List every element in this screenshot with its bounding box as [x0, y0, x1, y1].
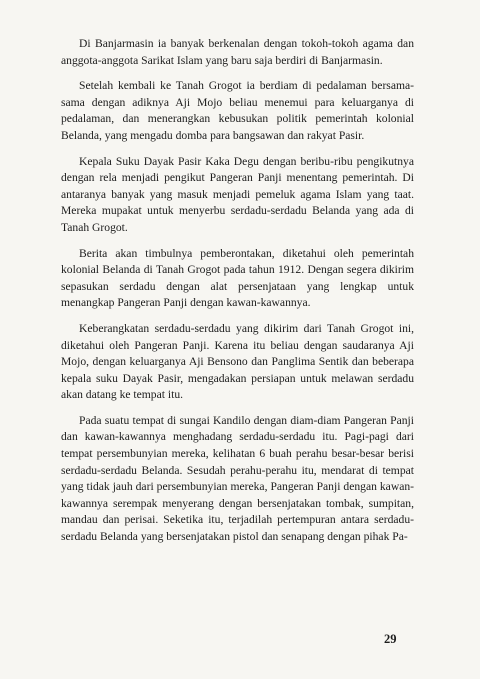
book-page-body: [61, 36, 414, 555]
page-number: 29: [384, 632, 397, 646]
paragraph-2: Setelah kembali ke Tanah Grogot ia berdiam di pedalaman bersama-sama dengan adiknya Aji Mojo beliau menemui para keluarganya di pedalaman, dan menerangkan kebusukan politik pemerintah kolonial Belanda, yang mengadu domba para bangsawan dan rakyat Pasir.: [61, 79, 414, 142]
paragraph-6: Pada suatu tempat di sungai Kandilo dengan diam-diam Pangeran Panji dan kawan-kawannya menghadang serdadu-serdadu itu. Pagi-pagi dari tempat persembunyian mereka, kelihatan 6 buah perahu besar-besar berisi serdadu-serdadu Belanda. Sesudah perahu-perahu itu, mendarat di tempat yang tidak jauh dari persembunyian mereka, Pangeran Panji dengan kawan-kawannya serempak menyerang dengan bersenjatakan tombak, sumpitan, mandau dan perisai. Seketika itu, terjadilah pertempuran antara serdadu-serdadu Belanda yang bersenjatakan pistol dan senapang dengan pihak Pa-: [61, 413, 414, 544]
paragraph-4: Berita akan timbulnya pemberontakan, diketahui oleh pemerintah kolonial Belanda di Tanah Grogot pada tahun 1912. Dengan segera dikirim sepasukan serdadu dengan alat persenjataan yang lengkap untuk menangkap Pangeran Panji dengan kawan-kawannya.: [61, 246, 414, 310]
paragraph-3: Kepala Suku Dayak Pasir Kaka Degu dengan beribu-ribu pengikutnya dengan rela menjadi pengikut Pangeran Panji menentang pemerintah. Di antaranya banyak yang masuk menjadi pemeluk agama Islam yang taat. Mereka mupakat untuk menyerbu serdadu-serdadu Belanda yang ada di Tanah Grogot.: [61, 154, 414, 234]
paragraph-5: Keberangkatan serdadu-serdadu yang dikirim dari Tanah Grogot ini, diketahui oleh Pangeran Panji. Karena itu beliau dengan saudaranya Aji Mojo, dengan keluarganya Aji Bensono dan Panglima Sentik dan beberapa kepala suku Dayak Pasir, mengadakan persiapan untuk melawan serdadu akan datang ke tempat itu.: [61, 321, 414, 402]
paragraph-1: Di Banjarmasin ia banyak berkenalan dengan tokoh-tokoh agama dan anggota-anggota Sarikat Islam yang baru saja berdiri di Banjarmasin.: [61, 37, 414, 67]
